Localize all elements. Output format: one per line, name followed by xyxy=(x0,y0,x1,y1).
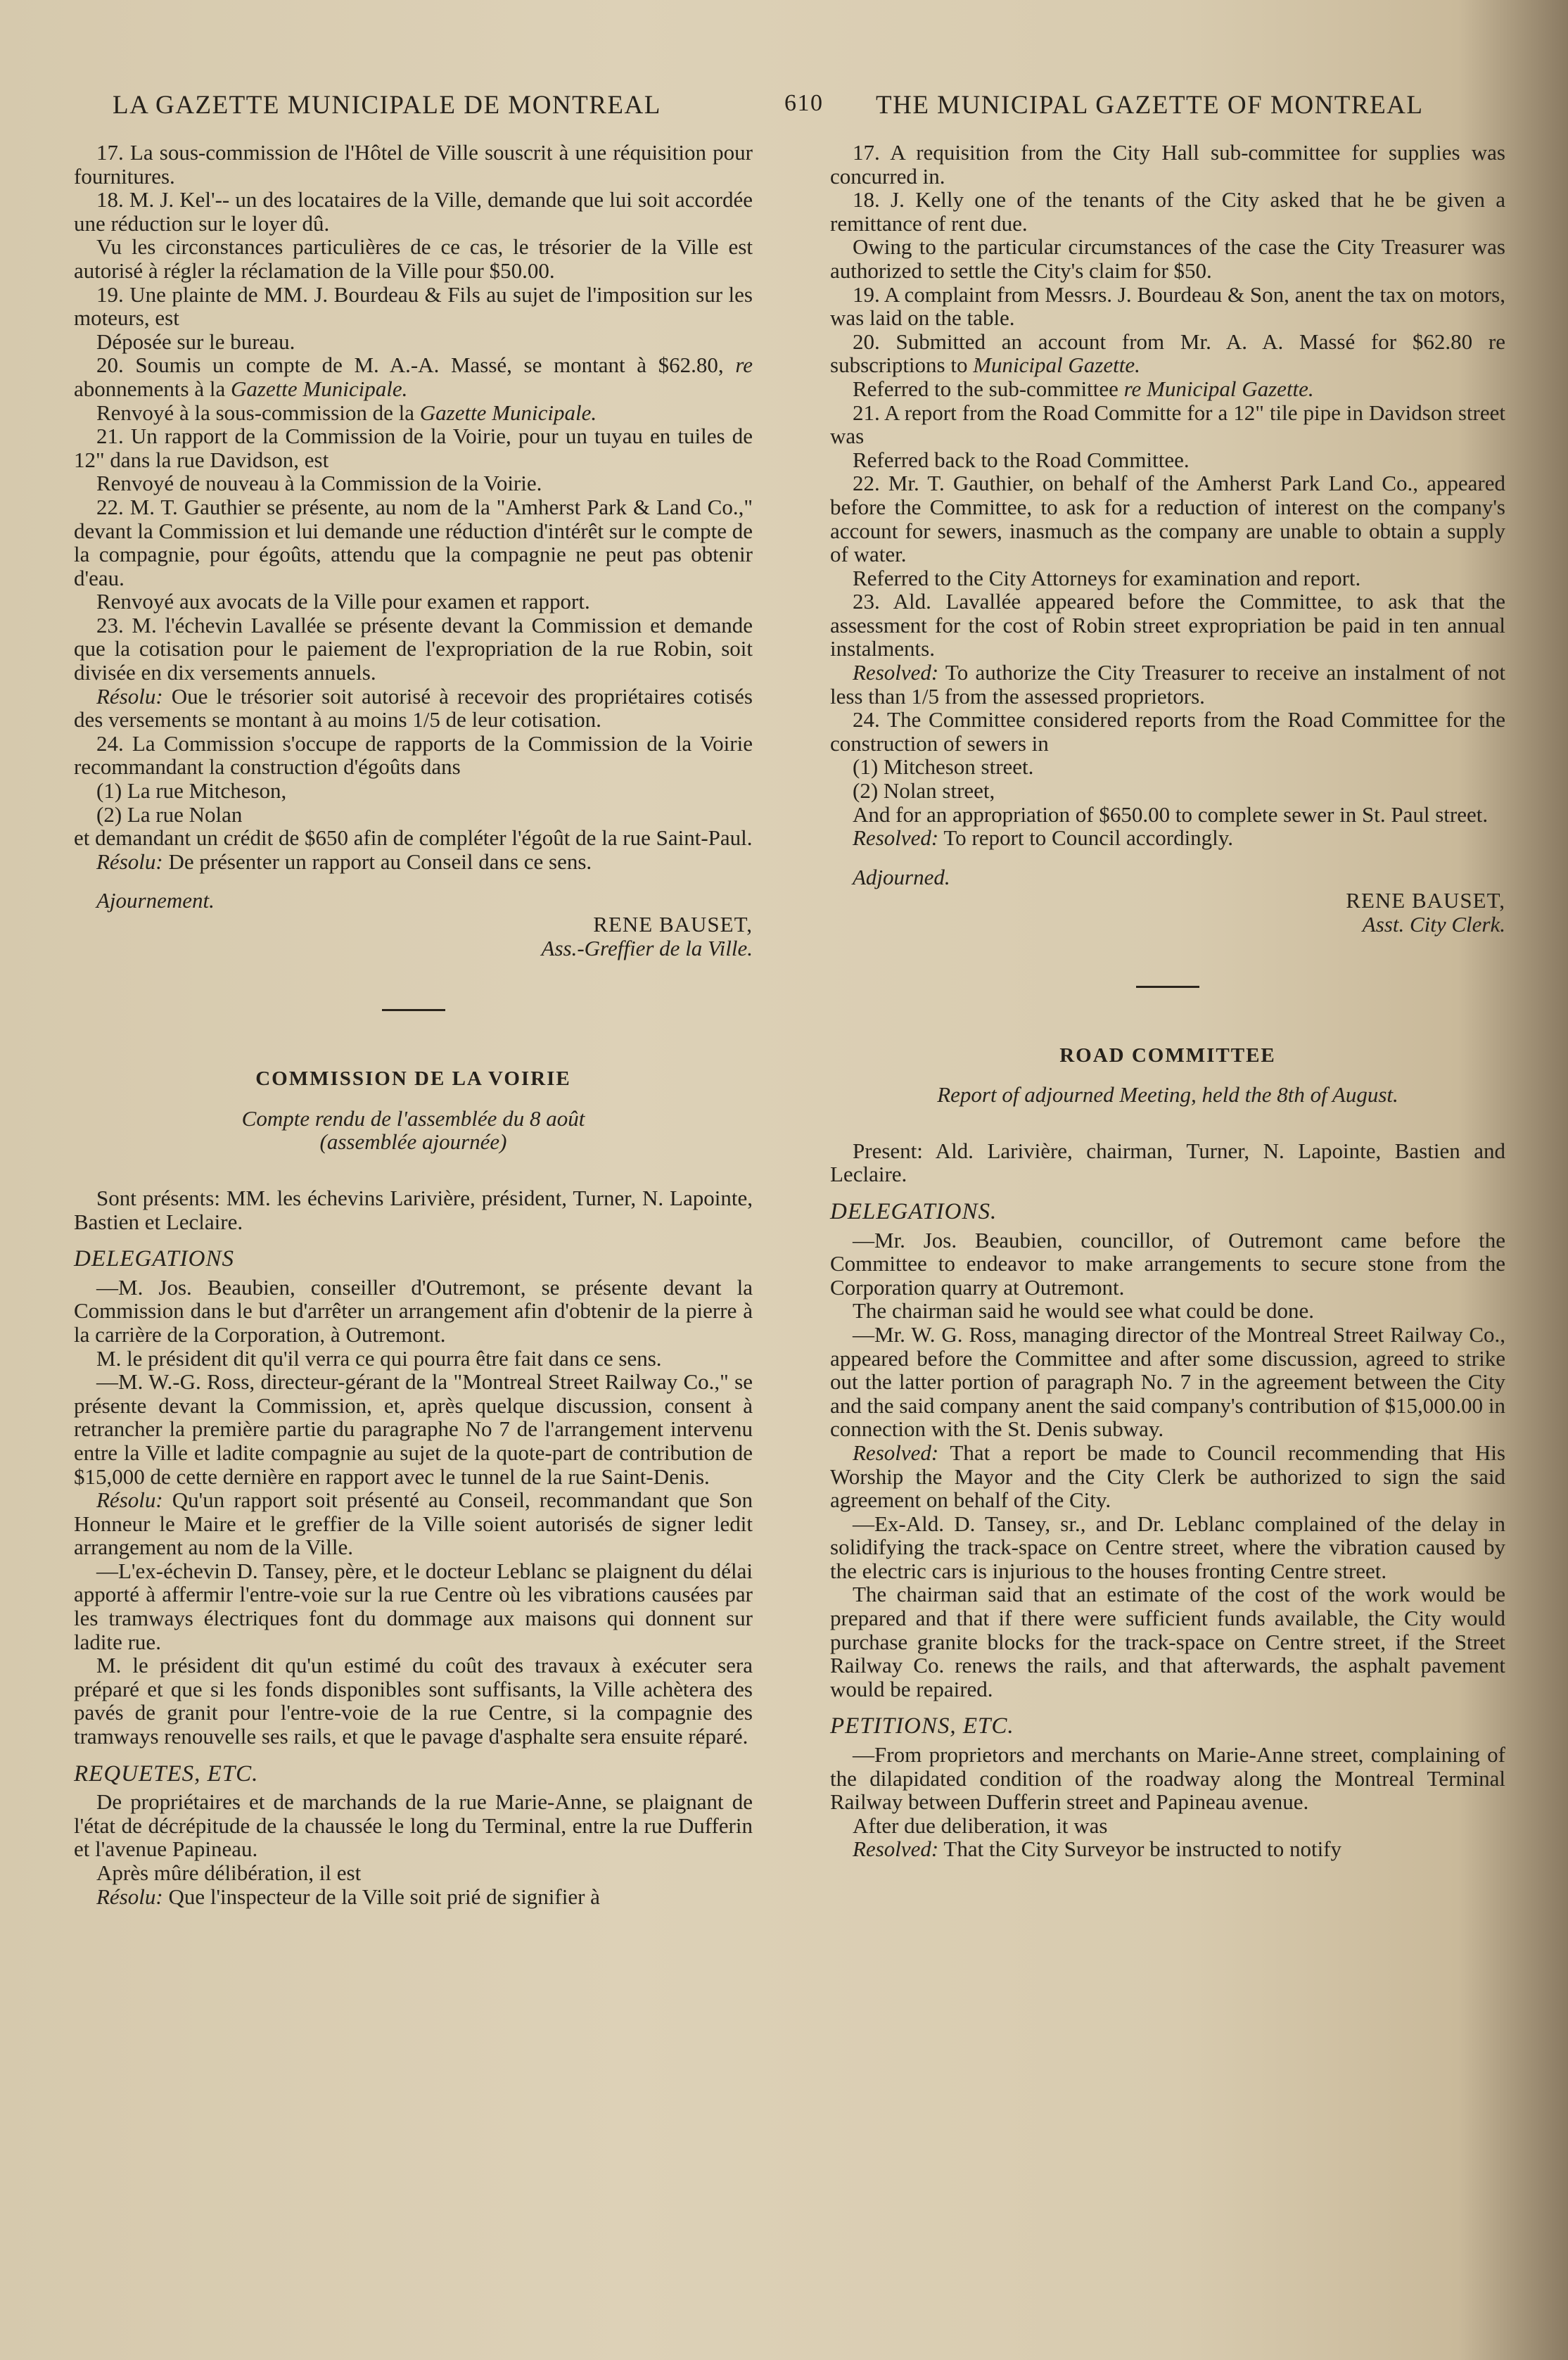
item-20-en-decision: Referred to the sub-committee re Municipal Gazette. xyxy=(853,376,1314,401)
item-24-en-resolution: Resolved: To report to Council accordingly. xyxy=(853,825,1234,851)
item-24-fr-c: et demandant un crédit de $650 afin de compléter l'égoût de la rue Saint-Paul. xyxy=(74,825,753,851)
delegation-3-fr: —L'ex-échevin D. Tansey, père, et le docteur Leblanc se plaignent du délai apporté à affermir l'entre-voie sur la rue Centre où les vibrations causées par les tramways électriques font du dommage aux maisons qui donnent sur ladite rue. xyxy=(74,1558,753,1654)
signature-fr xyxy=(74,913,753,960)
item-19-fr: 19. Une plainte de MM. J. Bourdeau & Fils au sujet de l'imposition sur les moteurs, est xyxy=(74,281,753,331)
section-divider xyxy=(382,1009,445,1011)
item-24-en: 24. The Committee considered reports from the Road Committee for the construction of sewers in xyxy=(830,707,1505,756)
item-24-fr-a: (1) La rue Mitcheson, xyxy=(96,778,287,804)
delegations-heading-en: DELEGATIONS. xyxy=(830,1198,997,1224)
item-24-en-a: (1) Mitcheson street. xyxy=(853,754,1034,780)
item-23-fr: 23. M. l'échevin Lavallée se présente devant la Commission et demande que la cotisation pour le paiement de l'expropriation de la rue Robin, soit divisée en dix versements annuels. xyxy=(74,612,753,685)
item-23-en-resolution: Resolved: To authorize the City Treasurer to receive an instalment of not less than 1/5 from the assessed proprietors. xyxy=(830,660,1505,709)
item-17-fr: 17. La sous-commission de l'Hôtel de Ville souscrit à une réquisition pour fournitures. xyxy=(74,140,753,189)
delegation-3-en-response: The chairman said that an estimate of the cost of the work would be prepared and that if there were sufficient funds available, the City would purchase granite blocks for the track-space on Centre street, if the Street Railway Co. renews the rails, and that afterwards, the asphalt pavement would be repaired. xyxy=(830,1582,1505,1701)
signature-en xyxy=(830,889,1505,936)
request-1-fr-deliberation: Après mûre délibération, il est xyxy=(96,1860,362,1885)
request-1-fr-resolution: Résolu: Que l'inspecteur de la Ville soit prié de signifier à xyxy=(96,1884,600,1909)
item-20-fr-decision: Renvoyé à la sous-commission de la Gazette Municipale. xyxy=(96,400,597,425)
delegation-1-en-response: The chairman said he would see what could be done. xyxy=(853,1298,1314,1324)
item-22-en-decision: Referred to the City Attorneys for examination and report. xyxy=(853,565,1361,590)
petition-1-en: —From proprietors and merchants on Marie-Anne street, complaining of the dilapidated condition of the roadway along the Montreal Terminal Railway between Dufferin street and Papineau avenue. xyxy=(830,1742,1505,1815)
item-18-en-decision: Owing to the particular circumstances of the case the City Treasurer was authorized to settle the City's claim for $50. xyxy=(830,234,1505,283)
item-19-fr-decision: Déposée sur le bureau. xyxy=(96,329,295,354)
section-subtitle-fr-2: (assemblée ajournée) xyxy=(319,1129,507,1155)
item-22-en: 22. Mr. T. Gauthier, on behalf of the Amherst Park Land Co., appeared before the Committee, to ask for a reduction of interest on the company's account for sewers, inasmuch as the company are unable to obtain a supply of water. xyxy=(830,471,1505,567)
signature-name: RENE BAUSET, xyxy=(593,912,753,937)
item-18-fr: 18. M. J. Kel'-- un des locataires de la Ville, demande que lui soit accordée une réduction sur le loyer dû. xyxy=(74,187,753,236)
delegation-2-en: —Mr. W. G. Ross, managing director of the Montreal Street Railway Co., appeared before the Committee and after some discussion, agreed to strike out the latter portion of paragraph No. 7 in the agreement between the City and the said company anent the said company's contribution of $15,000.00 in connection with the St. Denis subway. xyxy=(830,1321,1505,1442)
item-22-fr: 22. M. T. Gauthier se présente, au nom de la "Amherst Park & Land Co.," devant la Commission et lui demande une réduction d'intérêt sur le compte de la compagnie, pour égoûts, attendu que la compagnie ne peut pas obtenir d'eau. xyxy=(74,494,753,590)
header-english-title: THE MUNICIPAL GAZETTE OF MONTREAL xyxy=(876,91,1424,120)
english-column xyxy=(830,141,1505,1861)
adjournment-en: Adjourned. xyxy=(853,864,950,889)
attendance-fr: Sont présents: MM. les échevins Larivière, président, Turner, N. Lapointe, Bastien et Leclaire. xyxy=(74,1185,753,1234)
item-21-fr: 21. Un rapport de la Commission de la Voirie, pour un tuyau en tuiles de 12" dans la rue Davidson, est xyxy=(74,424,753,472)
delegation-2-en-resolution: Resolved: That a report be made to Council recommending that His Worship the Mayor and the City Clerk be authorized to sign the said agreement on behalf of the City. xyxy=(830,1440,1505,1513)
item-24-fr: 24. La Commission s'occupe de rapports de la Commission de la Voirie recommandant la construction d'égoûts dans xyxy=(74,730,753,780)
section-divider xyxy=(1136,986,1199,988)
delegations-heading-fr: DELEGATIONS xyxy=(74,1246,234,1272)
item-19-en: 19. A complaint from Messrs. J. Bourdeau & Son, anent the tax on motors, was laid on the table. xyxy=(830,281,1505,331)
item-23-en: 23. Ald. Lavallée appeared before the Committee, to ask that the assessment for the cost of Robin street expropriation be paid in ten annual instalments. xyxy=(830,589,1505,661)
petition-1-en-resolution: Resolved: That the City Surveyor be instructed to notify xyxy=(853,1836,1342,1862)
delegation-1-fr-response: M. le président dit qu'il verra ce qui pourra être fait dans ce sens. xyxy=(96,1345,662,1371)
item-20-fr: 20. Soumis un compte de M. A.-A. Massé, se montant à $62.80, re abonnements à la Gazette Municipale. xyxy=(74,353,753,401)
item-17-en: 17. A requisition from the City Hall sub-committee for supplies was concurred in. xyxy=(830,140,1505,189)
item-18-en: 18. J. Kelly one of the tenants of the City asked that he be given a remittance of rent due. xyxy=(830,187,1505,236)
item-24-fr-b: (2) La rue Nolan xyxy=(96,801,243,827)
item-22-fr-decision: Renvoyé aux avocats de la Ville pour examen et rapport. xyxy=(96,589,590,614)
section-subtitle-fr: Compte rendu de l'assemblée du 8 août xyxy=(241,1105,585,1131)
delegation-3-fr-response: M. le président dit qu'un estimé du coût des travaux à exécuter sera préparé et que si les fonds disponibles sont suffisants, la Ville achètera des pavés de granit pour l'entre-voie de la rue Centre, si la compagnie des tramways renouvelle ses rails, et que le pavage d'asphalte sera ensuite réparé. xyxy=(74,1653,753,1749)
petition-1-en-deliberation: After due deliberation, it was xyxy=(853,1813,1108,1838)
signature-title: Ass.-Greffier de la Ville. xyxy=(541,935,753,960)
delegation-1-en: —Mr. Jos. Beaubien, councillor, of Outremont came before the Committee to endeavor to make arrangements to secure stone from the Corporation quarry at Outremont. xyxy=(830,1227,1505,1300)
header-french-title: LA GAZETTE MUNICIPALE DE MONTREAL xyxy=(113,91,661,120)
item-21-en-decision: Referred back to the Road Committee. xyxy=(853,447,1190,472)
delegation-3-en: —Ex-Ald. D. Tansey, sr., and Dr. Leblanc complained of the delay in solidifying the track-space on Centre street, where the vibration caused by the electric cars is injurious to the houses fronting Centre street. xyxy=(830,1511,1505,1583)
item-23-fr-resolution: Résolu: Oue le trésorier soit autorisé à recevoir des propriétaires cotisés des versements se montant à au moins 1/5 de leur cotisation. xyxy=(74,683,753,732)
item-21-fr-decision: Renvoyé de nouveau à la Commission de la Voirie. xyxy=(96,471,542,496)
page-header xyxy=(113,84,1463,127)
item-24-en-c: And for an appropriation of $650.00 to complete sewer in St. Paul street. xyxy=(853,801,1489,827)
french-column xyxy=(74,141,753,1908)
delegation-2-fr: —M. W.-G. Ross, directeur-gérant de la "Montreal Street Railway Co.," se présente devant la Commission, et, après quelque discussion, consent à retrancher la première partie du paragraphe No 7 de l'arrangement intervenu entre la Ville et ladite compagnie au sujet de la quote-part de contribution de $15,000 de cette dernière en rapport avec le tunnel de la rue Saint-Denis. xyxy=(74,1369,753,1489)
request-1-fr: De propriétaires et de marchands de la rue Marie-Anne, se plaignant de l'état de décrépitude de la chaussée le long du Terminal, entre la rue Dufferin et l'avenue Papineau. xyxy=(74,1789,753,1862)
section-subtitle-en: Report of adjourned Meeting, held the 8th of August. xyxy=(937,1082,1398,1108)
item-24-fr-resolution: Résolu: De présenter un rapport au Conseil dans ce sens. xyxy=(96,849,592,874)
item-24-en-b: (2) Nolan street, xyxy=(853,778,995,804)
item-20-en: 20. Submitted an account from Mr. A. A. Massé for $62.80 re subscriptions to Municipal Gazette. xyxy=(830,329,1505,378)
requests-heading-fr: REQUETES, ETC. xyxy=(74,1761,259,1787)
page-number: 610 xyxy=(784,90,824,116)
adjournment-fr: Ajournement. xyxy=(96,888,215,913)
delegation-1-fr: —M. Jos. Beaubien, conseiller d'Outremont, se présente devant la Commission dans le but d'arrêter un arrangement afin d'obtenir de la pierre à la carrière de la Corporation, à Outremont. xyxy=(74,1274,753,1347)
section-heading-en: ROAD COMMITTEE xyxy=(1059,1043,1276,1067)
signature-name: RENE BAUSET, xyxy=(1346,888,1505,913)
delegation-2-fr-resolution: Résolu: Qu'un rapport soit présenté au Conseil, recommandant que Son Honneur le Maire et le greffier de la Ville soient autorisés de signer ledit arrangement au nom de la Ville. xyxy=(74,1487,753,1560)
petitions-heading-en: PETITIONS, ETC. xyxy=(830,1713,1014,1739)
attendance-en: Present: Ald. Larivière, chairman, Turner, N. Lapointe, Bastien and Leclaire. xyxy=(830,1138,1505,1187)
section-heading-fr: COMMISSION DE LA VOIRIE xyxy=(255,1067,571,1091)
item-21-en: 21. A report from the Road Committe for a 12" tile pipe in Davidson street was xyxy=(830,400,1505,449)
signature-title: Asst. City Clerk. xyxy=(1362,912,1505,937)
item-18-fr-decision: Vu les circonstances particulières de ce cas, le trésorier de la Ville est autorisé à régler la réclamation de la Ville pour $50.00. xyxy=(74,234,753,283)
